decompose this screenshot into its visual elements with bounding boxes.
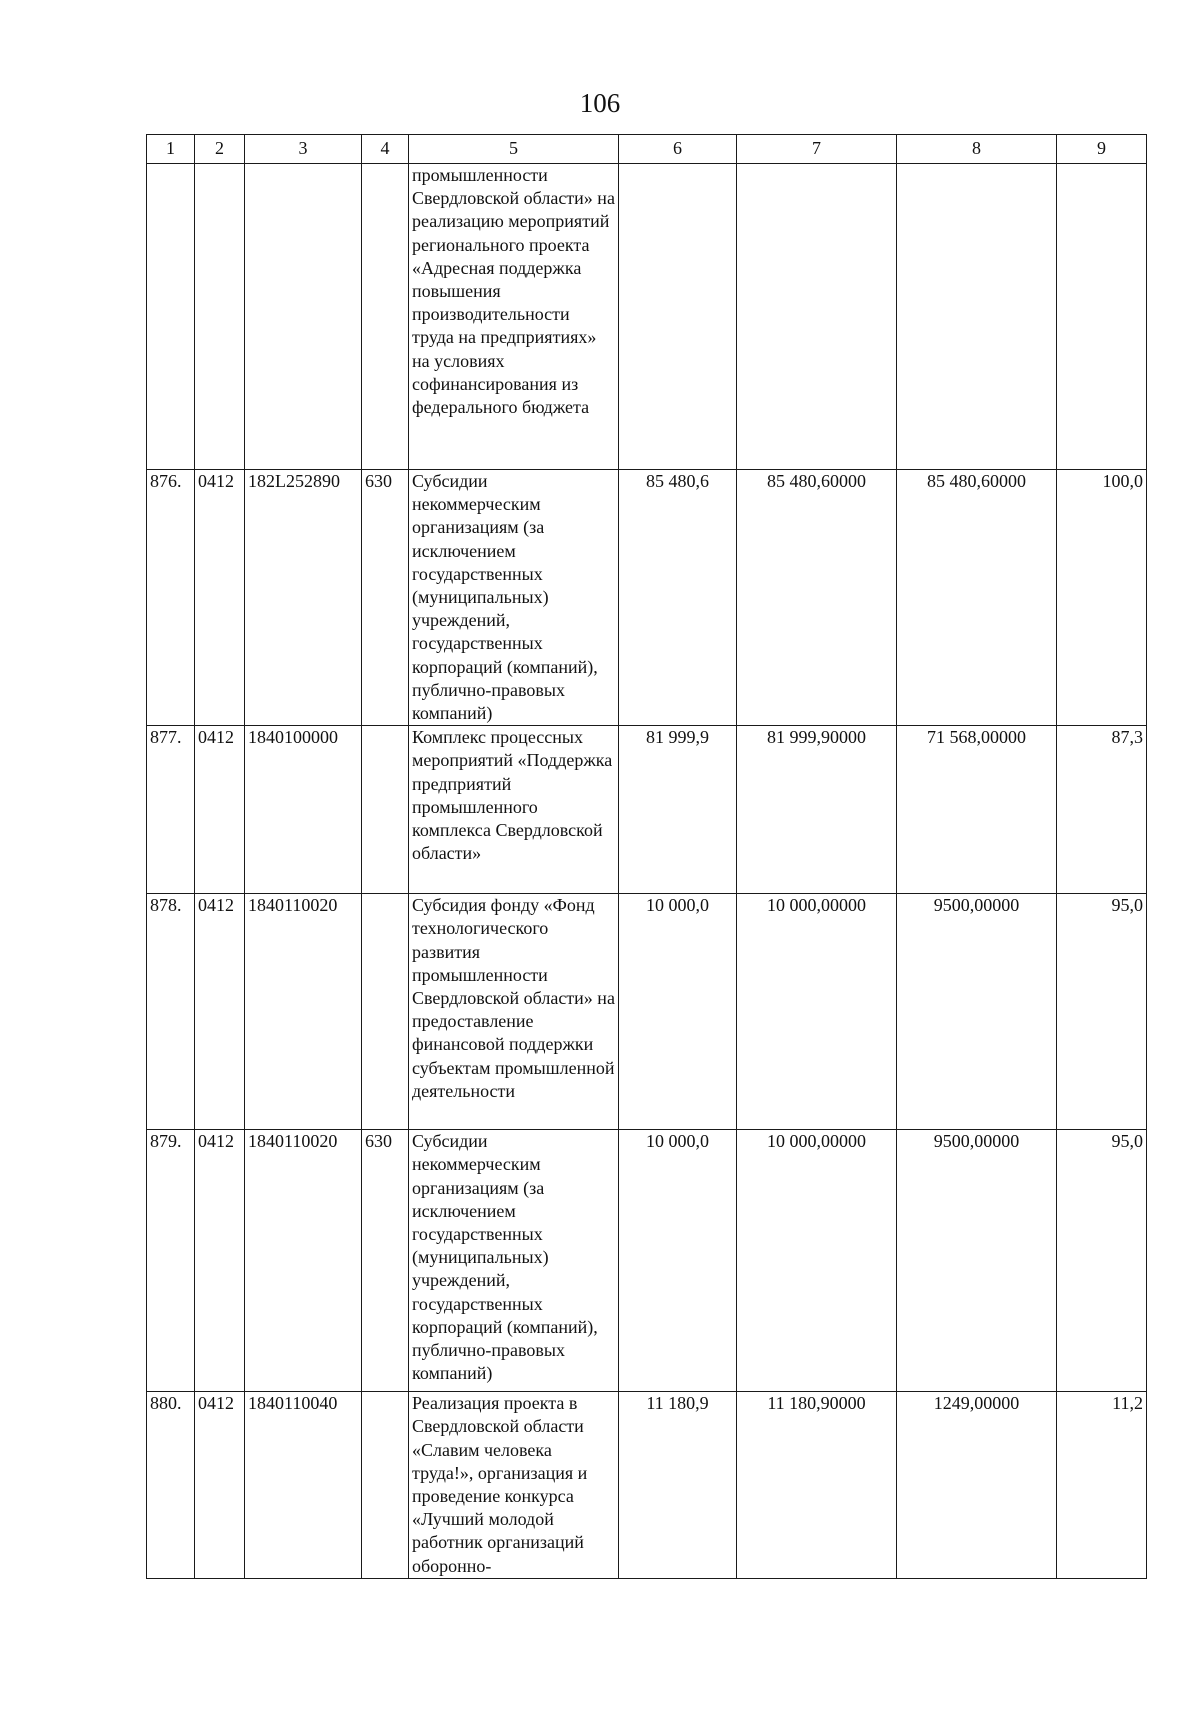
execution-percent [1057, 164, 1147, 470]
table-row [147, 1130, 1147, 1392]
target-code: 1840110020 [245, 894, 362, 1130]
executed-amount [897, 164, 1057, 470]
executed-amount: 9500,00000 [897, 1130, 1057, 1392]
column-header: 8 [897, 135, 1057, 164]
table-row [147, 1392, 1147, 1579]
table-row [147, 894, 1147, 1130]
column-header: 4 [362, 135, 409, 164]
row-number: 878. [147, 894, 195, 1130]
column-header: 1 [147, 135, 195, 164]
target-code: 1840110020 [245, 1130, 362, 1392]
expense-type [362, 726, 409, 894]
expense-type [362, 894, 409, 1130]
section-code: 0412 [195, 894, 245, 1130]
item-name: Субсидия фонду «Фонд технологического развития промышленности Свердловской области» на предоставление финансовой поддержки субъектам промышленной деятельности [409, 894, 619, 1130]
column-number-row [147, 135, 1147, 164]
budget-table [146, 134, 1147, 1579]
approved-amount: 10 000,0 [619, 894, 737, 1130]
executed-amount: 1249,00000 [897, 1392, 1057, 1579]
planned-amount [737, 164, 897, 470]
approved-amount: 10 000,0 [619, 1130, 737, 1392]
column-header: 5 [409, 135, 619, 164]
column-header: 3 [245, 135, 362, 164]
target-code: 1840110040 [245, 1392, 362, 1579]
planned-amount: 10 000,00000 [737, 1130, 897, 1392]
planned-amount: 85 480,60000 [737, 470, 897, 726]
item-name: промышленности Свердловской области» на реализацию мероприятий регионального проекта «Адресная поддержка повышения производительности труда на предприятиях» на условиях софинансирования из федерального бюджета [409, 164, 619, 470]
row-number: 877. [147, 726, 195, 894]
target-code: 1840100000 [245, 726, 362, 894]
column-header: 9 [1057, 135, 1147, 164]
column-header: 6 [619, 135, 737, 164]
planned-amount: 81 999,90000 [737, 726, 897, 894]
expense-type: 630 [362, 1130, 409, 1392]
section-code: 0412 [195, 1130, 245, 1392]
executed-amount: 85 480,60000 [897, 470, 1057, 726]
execution-percent: 95,0 [1057, 894, 1147, 1130]
approved-amount: 85 480,6 [619, 470, 737, 726]
row-number: 876. [147, 470, 195, 726]
row-number [147, 164, 195, 470]
expense-type [362, 164, 409, 470]
column-header: 7 [737, 135, 897, 164]
target-code [245, 164, 362, 470]
row-number: 880. [147, 1392, 195, 1579]
executed-amount: 71 568,00000 [897, 726, 1057, 894]
item-name: Субсидии некоммерческим организациям (за исключением государственных (муниципальных) учреждений, государственных корпораций (компаний), публично-правовых компаний) [409, 1130, 619, 1392]
approved-amount: 11 180,9 [619, 1392, 737, 1579]
planned-amount: 10 000,00000 [737, 894, 897, 1130]
column-header: 2 [195, 135, 245, 164]
expense-type: 630 [362, 470, 409, 726]
section-code [195, 164, 245, 470]
item-name: Комплекс процессных мероприятий «Поддержка предприятий промышленного комплекса Свердловской области» [409, 726, 619, 894]
table-row [147, 726, 1147, 894]
execution-percent: 87,3 [1057, 726, 1147, 894]
expense-type [362, 1392, 409, 1579]
row-number: 879. [147, 1130, 195, 1392]
section-code: 0412 [195, 470, 245, 726]
approved-amount [619, 164, 737, 470]
item-name: Субсидии некоммерческим организациям (за исключением государственных (муниципальных) учреждений, государственных корпораций (компаний), публично-правовых компаний) [409, 470, 619, 726]
target-code: 182L252890 [245, 470, 362, 726]
execution-percent: 100,0 [1057, 470, 1147, 726]
execution-percent: 11,2 [1057, 1392, 1147, 1579]
planned-amount: 11 180,90000 [737, 1392, 897, 1579]
execution-percent: 95,0 [1057, 1130, 1147, 1392]
table-row [147, 470, 1147, 726]
approved-amount: 81 999,9 [619, 726, 737, 894]
page-number: 106 [579, 88, 621, 118]
executed-amount: 9500,00000 [897, 894, 1057, 1130]
section-code: 0412 [195, 726, 245, 894]
item-name: Реализация проекта в Свердловской области «Славим человека труда!», организация и проведение конкурса «Лучший молодой работник организаций оборонно- [409, 1392, 619, 1579]
table-row [147, 164, 1147, 470]
section-code: 0412 [195, 1392, 245, 1579]
